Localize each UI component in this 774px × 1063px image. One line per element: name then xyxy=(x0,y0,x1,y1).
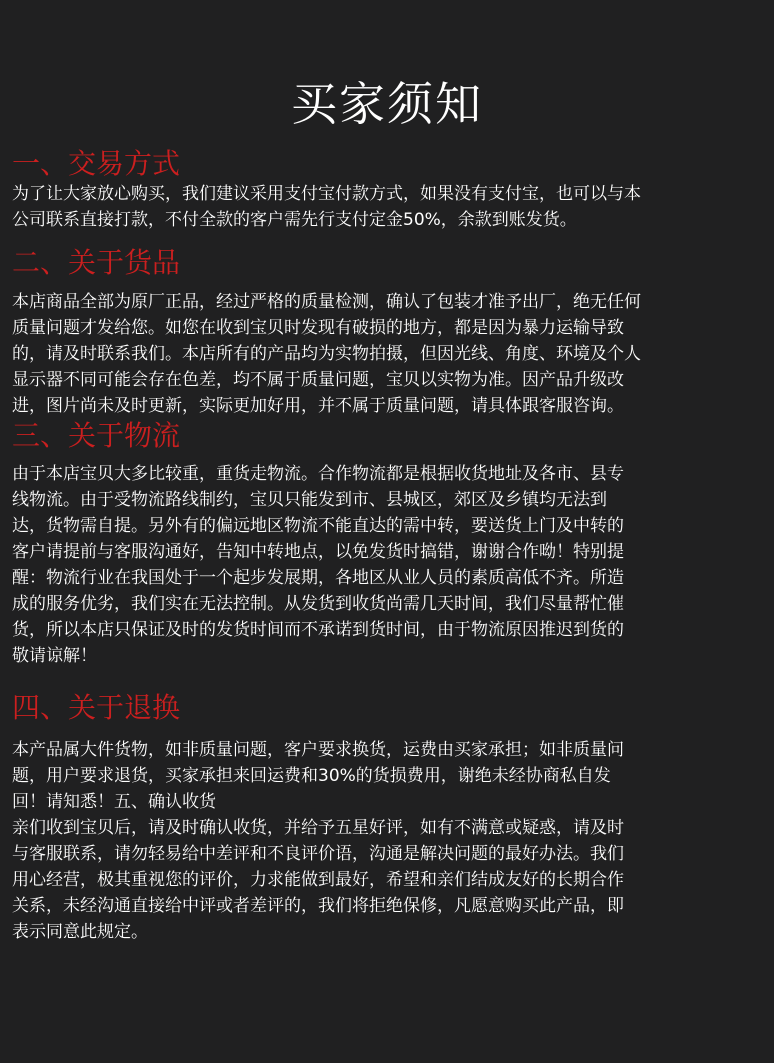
text-line: 由于本店宝贝大多比较重，重货走物流。合作物流都是根据收货地址及各市、县专 xyxy=(12,464,624,484)
text-line: 本店商品全部为原厂正品，经过严格的质量检测，确认了包装才准予出厂，绝无任何 xyxy=(12,292,641,312)
text-line: 表示同意此规定。 xyxy=(12,922,148,942)
text-line: 关系，未经沟通直接给中评或者差评的，我们将拒绝保修，凡愿意购买此产品，即 xyxy=(12,896,624,916)
text-line: 达，货物需自提。另外有的偏远地区物流不能直达的需中转，要送货上门及中转的 xyxy=(12,516,624,536)
section-heading-goods: 二、关于货品 xyxy=(12,246,181,279)
section-body-returns xyxy=(12,737,762,945)
text-line: 客户请提前与客服沟通好，告知中转地点，以免发货时搞错，谢谢合作呦！特别提 xyxy=(12,542,624,562)
text-line: 敬请谅解！ xyxy=(12,646,97,666)
text-line: 本产品属大件货物，如非质量问题，客户要求换货，运费由买家承担；如非质量问 xyxy=(12,740,624,760)
text-line: 质量问题才发给您。如您在收到宝贝时发现有破损的地方，都是因为暴力运输导致 xyxy=(12,318,624,338)
text-line: 与客服联系，请勿轻易给中差评和不良评价语，沟通是解决问题的最好办法。我们 xyxy=(12,844,624,864)
text-line: 亲们收到宝贝后，请及时确认收货，并给予五星好评，如有不满意或疑惑，请及时 xyxy=(12,818,624,838)
section-body-trade-method xyxy=(12,181,762,233)
text-line: 线物流。由于受物流路线制约，宝贝只能发到市、县城区，郊区及乡镇均无法到 xyxy=(12,490,607,510)
section-heading-trade-method: 一、交易方式 xyxy=(12,147,181,180)
text-line: 题，用户要求退货，买家承担来回运费和30%的货损费用，谢绝未经协商私自发 xyxy=(12,766,611,786)
text-line: 的，请及时联系我们。本店所有的产品均为实物拍摄，但因光线、角度、环境及个人 xyxy=(12,344,641,364)
text-line: 成的服务优劣，我们实在无法控制。从发货到收货尚需几天时间，我们尽量帮忙催 xyxy=(12,594,624,614)
text-line: 回！请知悉！五、确认收货 xyxy=(12,792,216,812)
text-line: 进，图片尚未及时更新，实际更加好用，并不属于质量问题，请具体跟客服咨询。 xyxy=(12,396,624,416)
text-line: 显示器不同可能会存在色差，均不属于质量问题，宝贝以实物为准。因产品升级改 xyxy=(12,370,624,390)
text-line: 醒：物流行业在我国处于一个起步发展期，各地区从业人员的素质高低不齐。所造 xyxy=(12,568,624,588)
text-line: 公司联系直接打款，不付全款的客户需先行支付定金50%，余款到账发货。 xyxy=(12,210,577,230)
section-body-goods xyxy=(12,289,762,419)
text-line: 货，所以本店只保证及时的发货时间而不承诺到货时间，由于物流原因推迟到货的 xyxy=(12,620,624,640)
page-title: 买家须知 xyxy=(291,77,483,131)
text-line: 为了让大家放心购买，我们建议采用支付宝付款方式，如果没有支付宝，也可以与本 xyxy=(12,184,641,204)
section-heading-logistics: 三、关于物流 xyxy=(12,419,181,452)
section-heading-returns: 四、关于退换 xyxy=(12,691,181,724)
section-body-logistics xyxy=(12,461,762,669)
text-line: 用心经营，极其重视您的评价，力求能做到最好，希望和亲们结成友好的长期合作 xyxy=(12,870,624,890)
